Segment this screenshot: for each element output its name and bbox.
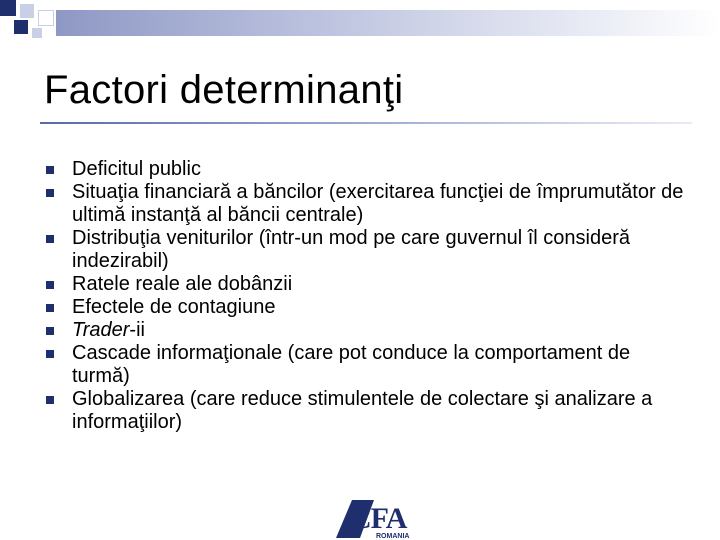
bullet-item: Globalizarea (care reduce stimulentele de colectare şi analizare a informaţiilor)	[46, 388, 686, 434]
bullet-item: Cascade informaţionale (care pot conduce la comportament de turmă)	[46, 342, 686, 388]
square-bullet-icon	[46, 396, 54, 404]
slide-title: Factori determinanţi	[44, 68, 404, 112]
cfa-romania-logo	[334, 494, 434, 540]
bullet-item: Efectele de contagiune	[46, 296, 686, 319]
square-bullet-icon	[46, 327, 54, 335]
square-bullet-icon	[46, 166, 54, 174]
square-bullet-icon	[46, 189, 54, 197]
header-band	[56, 10, 720, 36]
decor-square	[0, 0, 16, 16]
decor-square	[32, 28, 42, 38]
decor-square	[14, 20, 28, 34]
square-bullet-icon	[46, 281, 54, 289]
logo-sub: ROMANIA	[376, 533, 410, 540]
bullet-item: Deficitul public	[46, 158, 686, 181]
bullet-item: Ratele reale ale dobânzii	[46, 273, 686, 296]
bullet-item: Situaţia financiară a băncilor (exercitarea funcţiei de împrumutător de ultimă instanţă al băncii centrale)	[46, 181, 686, 227]
square-bullet-icon	[46, 304, 54, 312]
decor-square	[38, 10, 54, 26]
bullet-item: Trader-ii	[46, 319, 686, 342]
bullet-list	[46, 158, 686, 434]
square-bullet-icon	[46, 235, 54, 243]
bullet-item: Distribuţia veniturilor (într-un mod pe care guvernul îl consideră indezirabil)	[46, 227, 686, 273]
square-bullet-icon	[46, 350, 54, 358]
decor-square	[20, 4, 34, 18]
title-underline	[40, 122, 692, 124]
logo-main: CFA	[350, 502, 407, 535]
